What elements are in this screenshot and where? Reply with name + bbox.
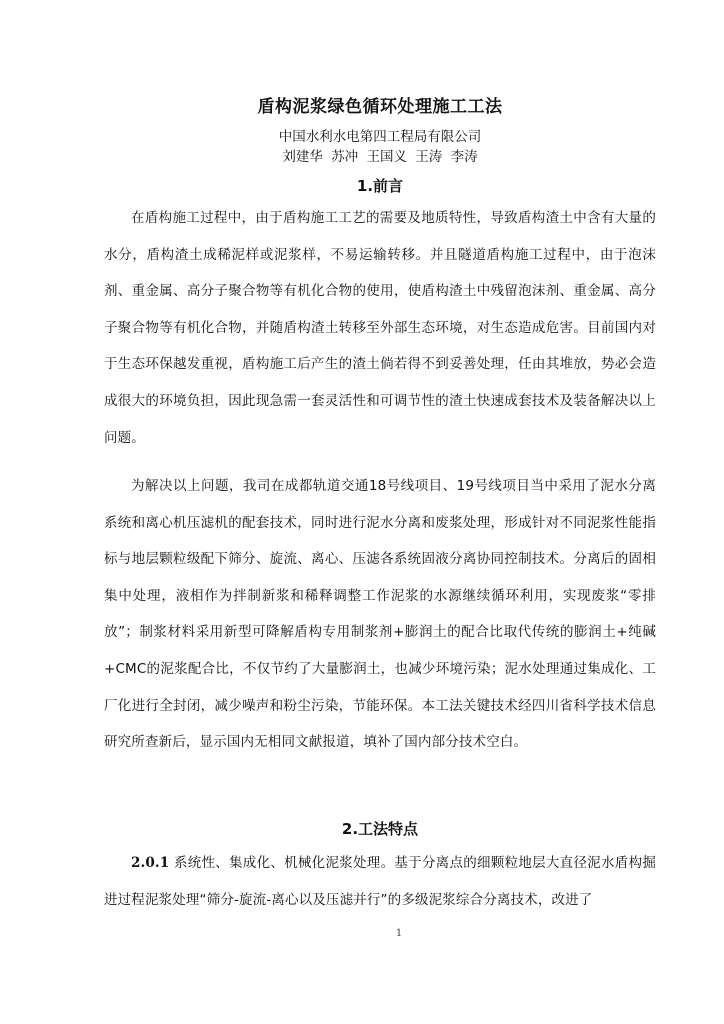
section-2-item-number: 2.0.1 (131, 855, 170, 871)
document-title: 盾构泥浆绿色循环处理施工工法 (257, 97, 503, 117)
page-number: 1 (395, 928, 403, 939)
section-1-paragraph-2: 为解决以上问题，我司在成都轨道交通18号线项目、19号线项目当中采用了泥水分离系统和离心机压滤机的配套技术，同时进行泥水分离和废浆处理，形成针对不同泥浆性能指标与地层颗粒级配下筛分、旋流、离心、压滤各系统固液分离协同控制技术。分离后的固相集中处理，液相作为拌制新浆和稀释调整工作泥浆的水源继续循环利用，实现废浆“零排放”；制浆材料采用新型可降解盾构专用制浆剂+膨润土的配合比取代传统的膨润土+纯碱+CMC的泥浆配合比，不仅节约了大量膨润土，也减少环境污染；泥水处理通过集成化、工厂化进行全封闭，减少噪声和粉尘污染，节能环保。本工法关键技术经四川省科学技术信息研究所查新后，显示国内无相同文献报道，填补了国内部分技术空白。 (104, 478, 656, 751)
section-1-paragraph-1: 在盾构施工过程中，由于盾构施工工艺的需要及地质特性，导致盾构渣土中含有大量的水分，盾构渣土成稀泥样或泥浆样，不易运输转移。并且隧道盾构施工过程中，由于泡沫剂、重金属、高分子聚合物等有机化合物的使用，使盾构渣土中残留泡沫剂、重金属、高分子聚合物等有机化合物，并随盾构渣土转移至外部生态环境，对生态造成危害。目前国内对于生态环保越发重视，盾构施工后产生的渣土倘若得不到妥善处理，任由其堆放，势必会造成很大的环境负担，因此现急需一套灵活性和可调节性的渣土快速成套技术及装备解决以上问题。 (104, 210, 656, 446)
section-2-item-paragraph (104, 845, 656, 918)
author-list: 刘建华 苏冲 王国义 王涛 李涛 (282, 149, 478, 165)
section-2-heading: 2.工法特点 (341, 820, 419, 838)
section-2-item-text: 系统性、集成化、机械化泥浆处理。基于分离点的细颗粒地层大直径泥水盾构掘进过程泥浆处理“筛分-旋流-离心以及压滤并行”的多级泥浆综合分离技术，改进了 (104, 855, 656, 908)
section-1-heading: 1.前言 (356, 177, 404, 195)
organization-name: 中国水利水电第四工程局有限公司 (278, 129, 482, 145)
